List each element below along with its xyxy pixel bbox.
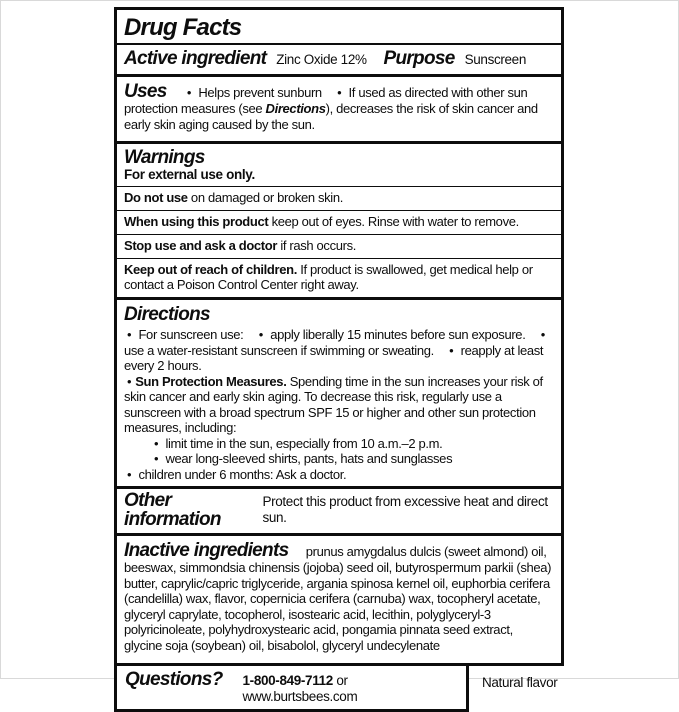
bullet-glyph: • (127, 327, 132, 343)
other-information-text: Protect this product from excessive heat and direct sun. (262, 494, 548, 525)
sun-protection-bold: Sun Protection Measures. (135, 373, 287, 389)
questions-box (114, 663, 469, 712)
bullet-glyph: • (186, 85, 192, 101)
bullet-glyph: • (154, 451, 159, 467)
directions-section (117, 297, 561, 486)
drug-facts-label (114, 7, 564, 712)
warning-text: keep out of eyes. Rinse with water to remove. (268, 213, 519, 229)
bullet-glyph: • (540, 327, 545, 343)
bullet-glyph: • (258, 327, 263, 343)
warning-row-keep-out-of-reach (117, 258, 561, 298)
warning-text: on damaged or broken skin. (187, 189, 343, 205)
directions-bullet-text: apply liberally 15 minutes before sun exposure. (270, 327, 526, 343)
questions-contact (243, 673, 458, 704)
warning-bold: Stop use and ask a doctor (124, 237, 278, 253)
title-row (117, 10, 561, 45)
purpose-group (383, 49, 526, 68)
directions-line-1 (124, 327, 554, 374)
warnings-section (117, 141, 561, 297)
uses-bullet-2-post: ), decreases the risk of skin cancer and early skin aging caused by the sun. (124, 101, 538, 132)
questions-heading: Questions? (125, 669, 223, 691)
uses-section (117, 74, 561, 141)
inactive-ingredients-heading: Inactive ingredients (124, 540, 289, 562)
directions-bullet-text: For sunscreen use: (138, 327, 244, 343)
directions-bullet-text: use a water-resistant sunscreen if swimming or sweating. (124, 342, 434, 358)
directions-last-bullet (124, 467, 554, 483)
uses-directions-ref: Directions (265, 101, 326, 117)
website-text: or www.burtsbees.com (242, 673, 358, 704)
warning-bold: When using this product (124, 213, 269, 229)
uses-heading: Uses (124, 81, 167, 103)
last-bullet-text: children under 6 months: Ask a doctor. (138, 466, 347, 482)
bullet-glyph: • (449, 342, 454, 358)
active-ingredient-row (117, 45, 561, 74)
purpose-value: Sunscreen (464, 52, 526, 68)
warning-row-when-using (117, 210, 561, 234)
bullet-glyph: • (337, 85, 342, 101)
directions-bullet-text: reapply at least every 2 hours. (124, 342, 544, 374)
external-use-note: For external use only. (124, 167, 255, 183)
bullet-glyph: • (127, 466, 132, 482)
bullet-glyph: • (127, 373, 132, 389)
other-information-section (117, 486, 561, 533)
sun-protection-measures (124, 374, 554, 436)
page-title: Drug Facts (124, 14, 242, 41)
uses-bullet-1 (184, 85, 322, 100)
directions-bullet (124, 327, 243, 342)
sub-bullet-text: wear long-sleeved shirts, pants, hats and sunglasses (165, 451, 453, 467)
bottom-row (114, 666, 564, 712)
directions-sub-bullet (124, 436, 554, 452)
warnings-heading: Warnings (124, 147, 205, 169)
directions-heading: Directions (124, 304, 210, 326)
warning-bold: Keep out of reach of children. (124, 261, 297, 277)
sun-protection-text: Spending time in the sun increases your risk of skin cancer and early skin aging. To decrease this risk, regularly use a sunscreen with a broad spectrum SPF 15 or higher and other sun protection measures, including: (124, 373, 543, 436)
inactive-ingredients-list: prunus amygdalus dulcis (sweet almond) oil, beeswax, simmondsia chinensis (jojoba) seed oil, butyrospermum parkii (shea) butter, caprylic/capric triglyceride, argania spinosa kernel oil, euphorbia cerifera (candelilla) wax, flavor, copernicia cerifera (carnuba) wax, tocopheryl acetate, glyceryl caprylate, tocopherol, isostearic acid, lecithin, polyglyceryl-3 polyricinoleate, polyhydroxystearic acid, pongamia pinnata seed extract, glycine soja (soybean) oil, bisabolol, glyceryl undecylenate (124, 544, 552, 653)
other-information-heading: Other information (124, 490, 221, 531)
warning-row-stop-use (117, 234, 561, 258)
warnings-header (117, 144, 561, 186)
uses-bullet-1-text: Helps prevent sunburn (198, 85, 322, 101)
inactive-ingredients-text-block (124, 541, 554, 653)
sub-bullet-text: limit time in the sun, especially from 10 a.m.–2 p.m. (165, 435, 443, 451)
active-ingredient-label: Active ingredient (124, 48, 267, 70)
bullet-glyph: • (154, 435, 159, 451)
warning-row-do-not-use (117, 186, 561, 210)
uses-bullet-2-pre: If used as directed with other sun protection measures (see (124, 85, 528, 117)
uses-text (124, 82, 554, 132)
warning-bold: Do not use (124, 189, 188, 205)
natural-flavor-note: Natural flavor (482, 675, 558, 691)
phone-number: 1-800-849-7112 (242, 673, 333, 689)
warning-text: If product is swallowed, get medical help or contact a Poison Control Center right away. (124, 261, 533, 293)
directions-bullet (256, 327, 526, 342)
purpose-label: Purpose (383, 48, 455, 70)
drug-facts-box (114, 7, 564, 666)
warning-text: if rash occurs. (277, 237, 357, 253)
directions-sub-bullet (124, 451, 554, 467)
inactive-ingredients-section (117, 533, 561, 663)
active-ingredient-value: Zinc Oxide 12% (276, 52, 367, 68)
